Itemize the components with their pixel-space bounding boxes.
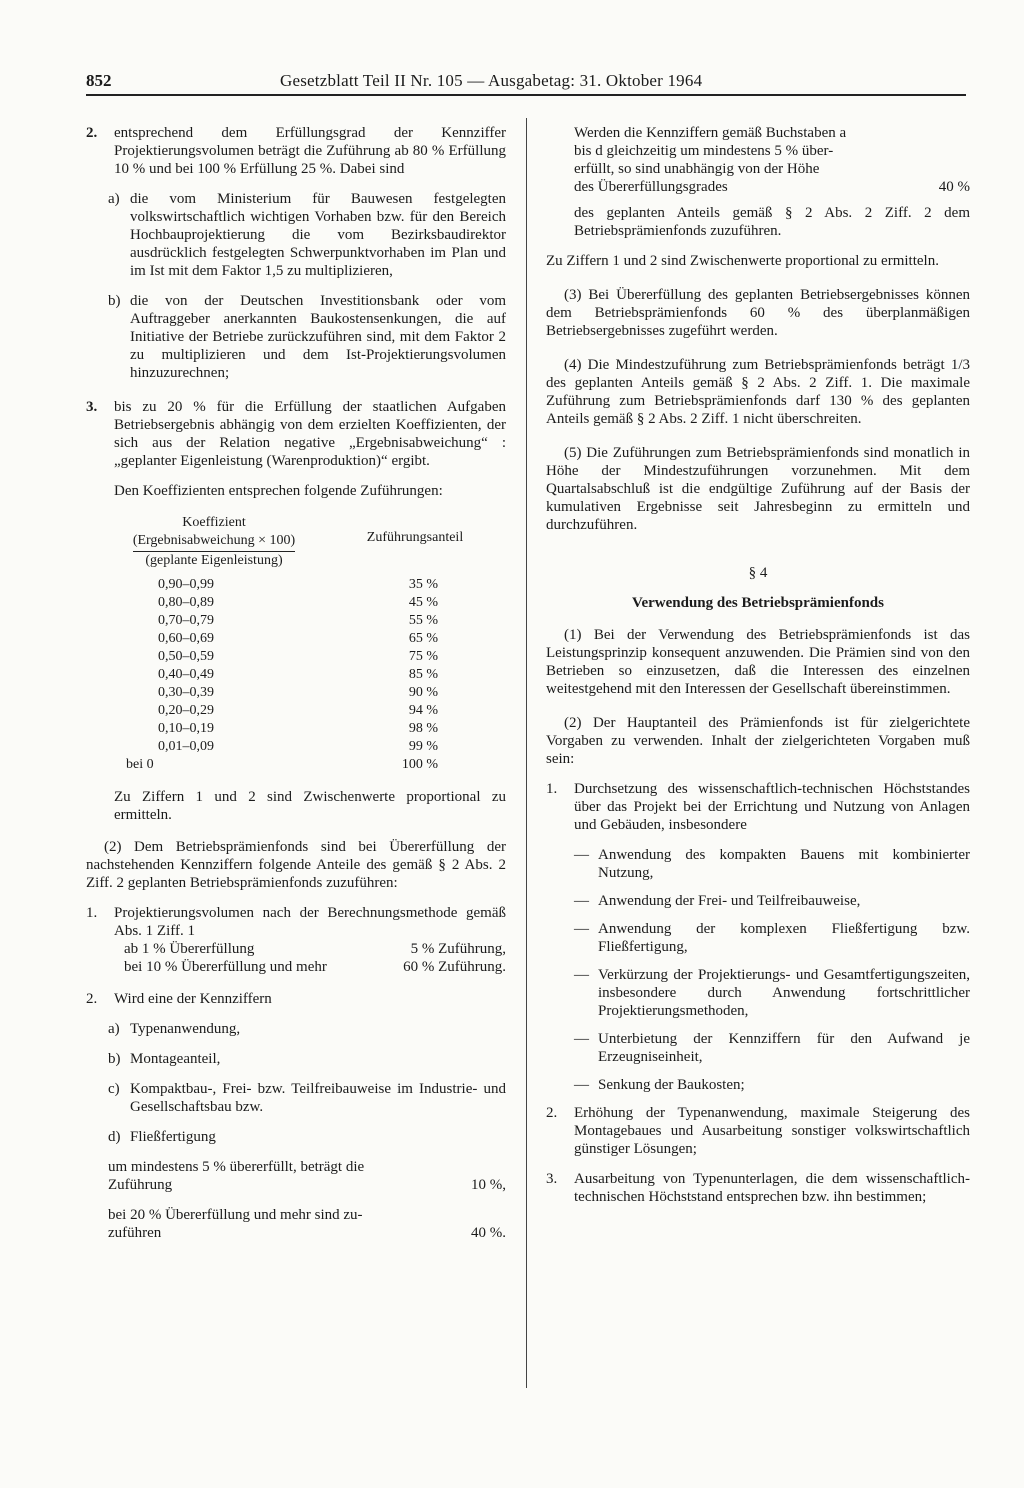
koef-table-body (98, 576, 500, 774)
n1-text: Projektierungsvolumen nach der Berechnungsmethode gemäß Abs. 1 Ziff. 1 (114, 905, 506, 939)
koef-row (98, 684, 500, 702)
n1-number: 1. (86, 905, 98, 921)
koef-head-denominator: (geplante Eigenleistung) (145, 553, 283, 568)
dash-list-item (574, 892, 970, 910)
item-3-number: 3. (86, 399, 98, 415)
zufuehrungsanteil-value: 85 % (408, 667, 438, 682)
right-top-line1: Werden die Kennziffern gemäß Buchstaben a (574, 125, 847, 141)
koef-value: bei 0 (126, 757, 154, 772)
item-3 (86, 398, 506, 470)
n2-number: 2. (86, 991, 98, 1007)
koef-value: 0,01–0,09 (158, 739, 214, 754)
dash-marker: — (574, 893, 589, 909)
dash-item-text: Senkung der Baukosten; (598, 1077, 745, 1093)
absatz-5: (5) Die Zuführungen zum Betriebsprämienfonds sind monatlich in Höhe der Mindestzuführungen vorzunehmen. Mit dem Quartalsabschluß ist die endgültige Zuführung auf der Basis der kumulativen Ergebnisse seit Jahresbeginn zu ermitteln und durchzuführen. (546, 445, 970, 533)
koef-value: 0,80–0,89 (158, 595, 214, 610)
koef-row (98, 612, 500, 630)
left-column (86, 124, 506, 1242)
n2-tail-line2-right: 10 %, (471, 1177, 506, 1193)
list-item-2-number: 2. (546, 1105, 558, 1121)
zwischenwerte-left: Zu Ziffern 1 und 2 sind Zwischenwerte proportional zu ermitteln. (114, 789, 506, 823)
right-top-line4-left: des Übererfüllungsgrades (574, 179, 728, 195)
koef-head-right: Zuführungsanteil (366, 530, 464, 545)
right-top-line3: erfüllt, so sind unabhängig von der Höhe (574, 161, 820, 177)
list-item-3-text: Ausarbeitung von Typenunterlagen, die dem wissenschaftlich-technischen Höchststand entsprechen bzw. ihn bestimmen; (574, 1171, 970, 1205)
zufuehrungsanteil-value: 98 % (408, 721, 438, 736)
dash-marker: — (574, 847, 589, 863)
koef-row (98, 648, 500, 666)
page-number: 852 (86, 71, 112, 90)
dash-marker: — (574, 921, 589, 937)
item-2-sub-b (108, 292, 506, 382)
n2-d-label: d) (108, 1129, 121, 1145)
list-item-1 (546, 780, 970, 834)
dash-marker: — (574, 1031, 589, 1047)
n2-b-label: b) (108, 1051, 121, 1067)
absatz-2: (2) Dem Betriebsprämienfonds sind bei Übererfüllung der nachstehenden Kennziffern folgende Anteile des gemäß § 2 Abs. 2 Ziff. 2 geplanten Betriebsprämienfonds zuzuführen: (86, 839, 506, 891)
dash-item-text: Verkürzung der Projektierungs- und Gesamtfertigungszeiten, insbesondere durch Anwendung fortschrittlicher Projektierungsmethoden, (598, 967, 970, 1019)
n1 (86, 904, 506, 976)
list-item-1-text: Durchsetzung des wissenschaftlich-technischen Höchststandes über das Projekt bei der Errichtung und Nutzung von Anlagen und Gebäuden, insbesondere (574, 781, 970, 833)
item-3-text: bis zu 20 % für die Erfüllung der staatlichen Aufgaben Betriebsergebnis abhängig von dem erzielten Koeffizienten, der sich aus der Relation negative „Ergebnisabweichung“ : „geplanter Eigenleistung (Warenproduktion)“ ergibt. (114, 399, 506, 469)
zufuehrungsanteil-value: 35 % (408, 577, 438, 592)
n2-tail-line2-left: Zuführung (108, 1177, 173, 1193)
zufuehrungsanteil-value: 90 % (408, 685, 438, 700)
n2-d-text: Fließfertigung (130, 1129, 216, 1145)
koef-table-header (98, 506, 500, 570)
koef-value: 0,70–0,79 (158, 613, 214, 628)
sub-b-text: die von der Deutschen Investitionsbank oder vom Auftraggeber anerkannten Baukostensenkungen, die auf Initiative der Betriebe zurückzuführen sind, mit dem Faktor 2 zu multiplizieren und dem Ist-Projektierungsvolumen hinzuzurechnen; (130, 293, 506, 381)
n2-tail-line4-right: 40 %. (471, 1225, 506, 1241)
koef-value: 0,10–0,19 (158, 721, 214, 736)
list-item-2-text: Erhöhung der Typenanwendung, maximale Steigerung des Montagebaues und Ausarbeitung sonstiger volkswirtschaftlich günstiger Lösungen; (574, 1105, 970, 1157)
koef-value: 0,90–0,99 (158, 577, 214, 592)
dash-marker: — (574, 1077, 589, 1093)
koef-row (98, 702, 500, 720)
n2-tail-line1: um mindestens 5 % übererfüllt, beträgt die (108, 1159, 365, 1175)
section-heading: § 4 (748, 565, 768, 581)
koef-head-top: Koeffizient (182, 515, 246, 530)
item-2-number: 2. (86, 125, 98, 141)
list-item-2 (546, 1104, 970, 1158)
sub-a-text: die vom Ministerium für Bauwesen festgelegten volkswirtschaftlich wichtigen Vorhaben bzw. für den Bereich Hochbauprojektierung die vom Bezirksbaudirektor ausdrücklich festgelegten Schwerpunktvorhaben im Plan und im Ist mit dem Faktor 1,5 zu multiplizieren, (130, 191, 506, 279)
right-top-line4 (574, 178, 970, 196)
zwischenwerte-right: Zu Ziffern 1 und 2 sind Zwischenwerte proportional zu ermitteln. (546, 253, 939, 269)
n2-a-label: a) (108, 1021, 120, 1037)
koef-row (98, 738, 500, 756)
n2-tail-line4-left: zuführen (108, 1225, 162, 1241)
list-item-3 (546, 1170, 970, 1206)
zufuehrungsanteil-value: 45 % (408, 595, 438, 610)
n2-a-text: Typenanwendung, (130, 1021, 241, 1037)
koef-header-left (98, 506, 330, 570)
dash-marker: — (574, 967, 589, 983)
sub-a-label: a) (108, 191, 120, 207)
dash-item-text: Anwendung der komplexen Fließfertigung bzw. Fließfertigung, (598, 921, 970, 955)
list-item-1-number: 1. (546, 781, 558, 797)
zufuehrungsanteil-value: 99 % (408, 739, 438, 754)
item-2 (86, 124, 506, 178)
n2-sub-b (108, 1050, 506, 1068)
sub-b-label: b) (108, 293, 121, 309)
n2-tail-line2 (108, 1176, 506, 1194)
koef-row (98, 666, 500, 684)
section-para-2: (2) Der Hauptanteil des Prämienfonds ist für zielgerichtete Vorgaben zu verwenden. Inhalt der zielgerichteten Vorgaben muß sein: (546, 715, 970, 767)
dash-item-text: Unterbietung der Kennziffern für den Aufwand je Erzeugniseinheit, (598, 1031, 970, 1065)
dash-list-item (574, 966, 970, 1020)
section-para-1: (1) Bei der Verwendung des Betriebsprämienfonds ist das Leistungsprinzip konsequent anzuwenden. Die Prämien sind von den Betrieben so einzusetzen, daß die Interessen des einzelnen weitestgehend mit den Interessen der Gesellschaft übereinstimmen. (546, 627, 970, 697)
n2-text: Wird eine der Kennziffern (114, 991, 272, 1007)
dash-item-text: Anwendung des kompakten Bauens mit kombinierter Nutzung, (598, 847, 970, 881)
koef-table (98, 506, 500, 774)
dash-list (546, 846, 970, 1094)
item-2-sub-a (108, 190, 506, 280)
n1-row2-left: bei 10 % Übererfüllung und mehr (124, 959, 327, 975)
absatz-3: (3) Bei Übererfüllung des geplanten Betriebsergebnisses können dem Betriebsprämienfonds 60 % des überplanmäßigen Betriebsergebnisses zugeführt werden. (546, 287, 970, 339)
koef-value: 0,50–0,59 (158, 649, 214, 664)
koef-head-numerator: (Ergebnisabweichung × 100) (133, 532, 295, 552)
right-top-line5: des geplanten Anteils gemäß § 2 Abs. 2 Ziff. 2 dem Betriebsprämienfonds zuzuführen. (574, 205, 970, 239)
n2-b-text: Montageanteil, (130, 1051, 221, 1067)
koef-row (98, 720, 500, 738)
koef-value: 0,30–0,39 (158, 685, 214, 700)
n2-sub-d (108, 1128, 506, 1146)
n2 (86, 990, 506, 1008)
n2-tail (86, 1158, 506, 1242)
absatz-4: (4) Die Mindestzuführung zum Betriebsprämienfonds beträgt 1/3 des geplanten Anteils gemäß § 2 Abs. 2 Ziff. 1. Die maximale Zuführung zum Betriebsprämienfonds darf 130 % des geplanten Anteils gemäß § 2 Abs. 2 Ziff. 1 nicht überschreiten. (546, 357, 970, 427)
zufuehrungsanteil-value: 100 % (401, 757, 438, 772)
koef-value: 0,60–0,69 (158, 631, 214, 646)
n2-sub-a (108, 1020, 506, 1038)
koef-fraction (133, 532, 295, 570)
koef-value: 0,40–0,49 (158, 667, 214, 682)
item-2-text: entsprechend dem Erfüllungsgrad der Kennziffer Projektierungsvolumen beträgt die Zuführung ab 80 % Erfüllung 10 % und bei 100 % Erfüllung 25 %. Dabei sind (114, 125, 506, 177)
n1-row-2 (114, 958, 506, 976)
n2-sub-c (108, 1080, 506, 1116)
koef-row (98, 756, 500, 774)
koef-intro: Den Koeffizienten entsprechen folgende Zuführungen: (114, 483, 443, 499)
dash-item-text: Anwendung der Frei- und Teilfreibauweise, (598, 893, 861, 909)
dash-list-item (574, 1076, 970, 1094)
koef-row (98, 630, 500, 648)
n1-row1-left: ab 1 % Übererfüllung (124, 941, 255, 957)
koef-row (98, 576, 500, 594)
n2-tail-line4 (108, 1224, 506, 1242)
dash-list-item (574, 846, 970, 882)
zufuehrungsanteil-value: 94 % (408, 703, 438, 718)
dash-list-item (574, 920, 970, 956)
koef-row (98, 594, 500, 612)
koef-value: 0,20–0,29 (158, 703, 214, 718)
zufuehrungsanteil-value: 55 % (408, 613, 438, 628)
n1-row-1 (114, 940, 506, 958)
right-top-line4-right: 40 % (938, 179, 970, 195)
zufuehrungsanteil-value: 65 % (408, 631, 438, 646)
list-item-3-number: 3. (546, 1171, 558, 1187)
right-top-block (546, 124, 970, 240)
section-title: Verwendung des Betriebsprämienfonds (632, 595, 884, 611)
n2-c-text: Kompaktbau-, Frei- bzw. Teilfreibauweise im Industrie- und Gesellschaftsbau bzw. (130, 1081, 506, 1115)
dash-list-item (574, 1030, 970, 1066)
zufuehrungsanteil-value: 75 % (408, 649, 438, 664)
n2-tail-line3: bei 20 % Übererfüllung und mehr sind zu- (108, 1207, 363, 1223)
n1-row2-right: 60 % Zuführung. (403, 959, 506, 975)
header-title: Gesetzblatt Teil II Nr. 105 — Ausgabetag: 31. Oktober 1964 (280, 71, 703, 90)
column-divider (526, 118, 527, 1388)
right-top-line2: bis d gleichzeitig um mindestens 5 % über- (574, 143, 834, 159)
n1-row1-right: 5 % Zuführung, (410, 941, 506, 957)
page-header (86, 70, 966, 96)
n2-c-label: c) (108, 1081, 120, 1097)
right-column (546, 124, 970, 1218)
